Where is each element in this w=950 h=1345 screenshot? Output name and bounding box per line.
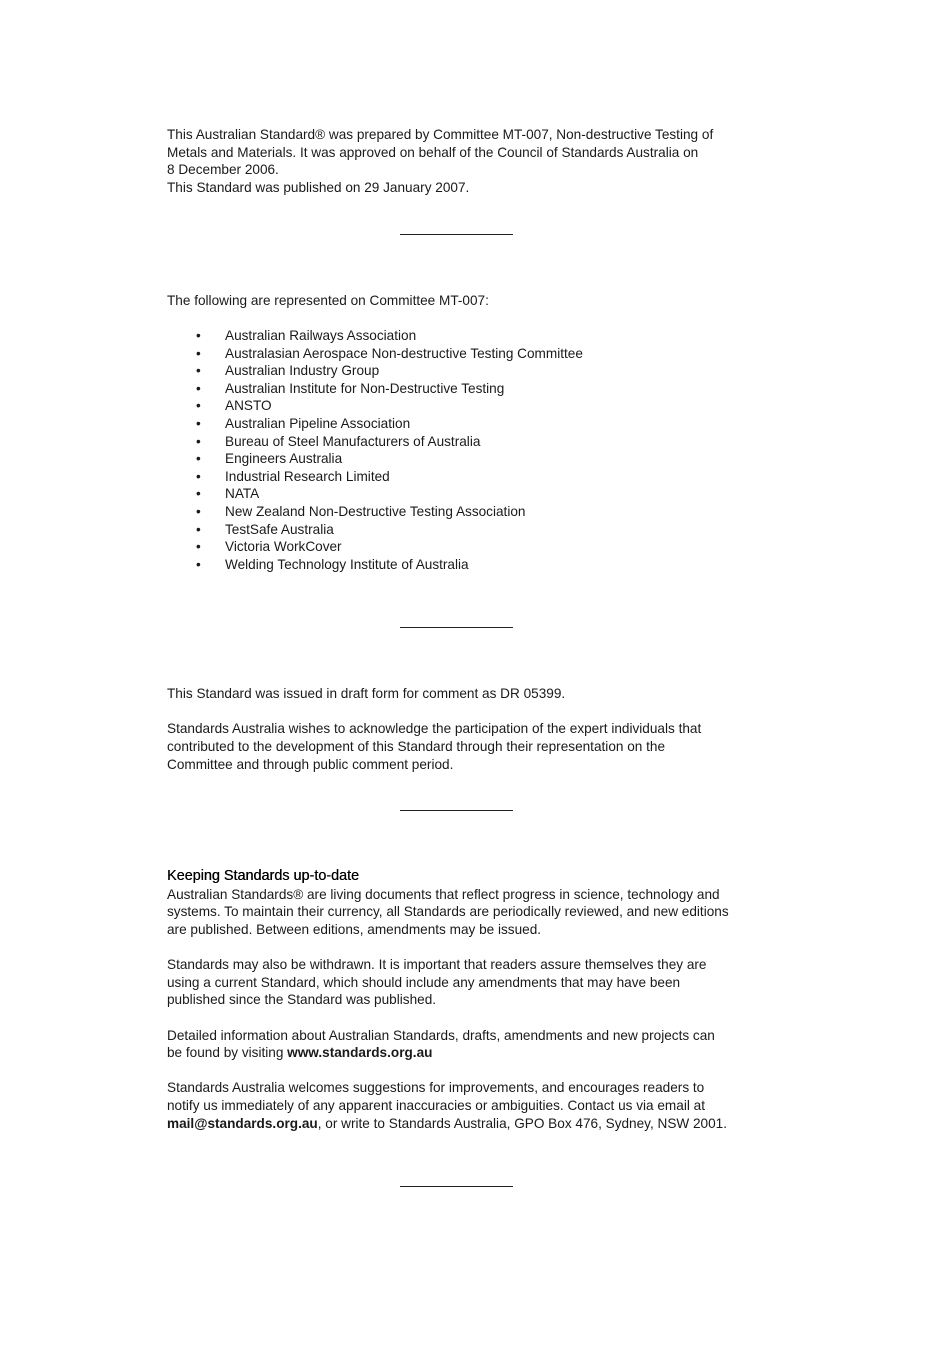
intro-line: Metals and Materials. It was approved on behalf of the Council of Standards Australia on: [167, 144, 699, 160]
bullet-icon: •: [196, 503, 201, 519]
bullet-icon: •: [196, 521, 201, 537]
list-item: [167, 345, 767, 363]
info-paragraph: [167, 1027, 767, 1062]
living-documents-paragraph: [167, 886, 767, 939]
bullet-icon: •: [196, 345, 201, 361]
bullet-icon: •: [196, 486, 201, 502]
text-line: Standards may also be withdrawn. It is important that readers assure themselves they are: [167, 957, 707, 973]
section-title: Keeping Standards up-to-date: [167, 868, 360, 885]
website-link[interactable]: www.standards.org.au: [287, 1045, 433, 1061]
member-name: TestSafe Australia: [225, 521, 334, 537]
list-item: [167, 362, 767, 380]
member-name: Engineers Australia: [225, 451, 343, 467]
member-name: Australian Pipeline Association: [225, 415, 411, 431]
text-line: Detailed information about Australian Standards, drafts, amendments and new projects can: [167, 1027, 715, 1043]
list-item: [167, 380, 767, 398]
member-name: Bureau of Steel Manufacturers of Australia: [225, 433, 481, 449]
text-line: , or write to Standards Australia, GPO Box 476, Sydney, NSW 2001.: [317, 1115, 728, 1131]
bullet-icon: •: [196, 327, 201, 343]
member-name: Industrial Research Limited: [225, 468, 390, 484]
draft-notice: This Standard was issued in draft form for comment as DR 05399.: [167, 686, 566, 702]
bullet-icon: •: [196, 433, 201, 449]
member-name: Australian Institute for Non-Destructive Testing: [225, 380, 505, 396]
email-link[interactable]: mail@standards.org.au: [167, 1115, 318, 1131]
text-line: using a current Standard, which should include any amendments that may have been: [167, 974, 681, 990]
intro-paragraph: [167, 126, 767, 196]
list-item: [167, 538, 767, 556]
member-name: Australian Railways Association: [225, 327, 417, 343]
bullet-icon: •: [196, 415, 201, 431]
member-name: Australasian Aerospace Non-destructive Testing Committee: [225, 345, 583, 361]
text-line: systems. To maintain their currency, all Standards are periodically reviewed, and new editions: [167, 904, 729, 920]
intro-line: 8 December 2006.: [167, 162, 279, 178]
document-page: [167, 126, 767, 1187]
section-divider: [400, 810, 513, 811]
text-line: Australian Standards® are living documents that reflect progress in science, technology and: [167, 886, 720, 902]
text-line: be found by visiting: [167, 1045, 288, 1061]
intro-line: This Standard was published on 29 January 2007.: [167, 179, 470, 195]
list-item: [167, 415, 767, 433]
bullet-icon: •: [196, 398, 201, 414]
section-divider: [400, 234, 513, 235]
bullet-icon: •: [196, 468, 201, 484]
member-name: Victoria WorkCover: [225, 539, 342, 555]
list-item: [167, 468, 767, 486]
ack-line: Committee and through public comment period.: [167, 756, 454, 772]
text-line: published since the Standard was published.: [167, 992, 437, 1008]
list-item: [167, 450, 767, 468]
list-item: [167, 433, 767, 451]
withdrawn-paragraph: [167, 956, 767, 1009]
list-item: [167, 327, 767, 345]
committee-member-list: [167, 327, 767, 573]
member-name: ANSTO: [225, 398, 272, 414]
list-item: [167, 503, 767, 521]
acknowledgement-paragraph: [167, 720, 767, 773]
list-item: [167, 556, 767, 574]
contact-paragraph: [167, 1079, 767, 1132]
bullet-icon: •: [196, 380, 201, 396]
member-name: New Zealand Non-Destructive Testing Association: [225, 503, 526, 519]
section-divider: [400, 1186, 513, 1187]
ack-line: Standards Australia wishes to acknowledge the participation of the expert individuals that: [167, 721, 702, 737]
list-item: [167, 521, 767, 539]
bullet-icon: •: [196, 556, 201, 572]
section-divider: [400, 627, 513, 628]
text-line: are published. Between editions, amendments may be issued.: [167, 922, 542, 938]
bullet-icon: •: [196, 451, 201, 467]
list-item: [167, 485, 767, 503]
member-name: NATA: [225, 486, 260, 502]
member-name: Welding Technology Institute of Australia: [225, 556, 469, 572]
ack-line: contributed to the development of this Standard through their representation on the: [167, 739, 666, 755]
list-item: [167, 397, 767, 415]
text-line: Standards Australia welcomes suggestions for improvements, and encourages readers to: [167, 1080, 705, 1096]
bullet-icon: •: [196, 539, 201, 555]
bullet-icon: •: [196, 363, 201, 379]
member-name: Australian Industry Group: [225, 363, 380, 379]
text-line: notify us immediately of any apparent inaccuracies or ambiguities. Contact us via email at: [167, 1097, 705, 1113]
committee-heading: The following are represented on Committee MT-007:: [167, 293, 489, 309]
intro-line: This Australian Standard® was prepared by Committee MT-007, Non-destructive Testing of: [167, 127, 714, 142]
